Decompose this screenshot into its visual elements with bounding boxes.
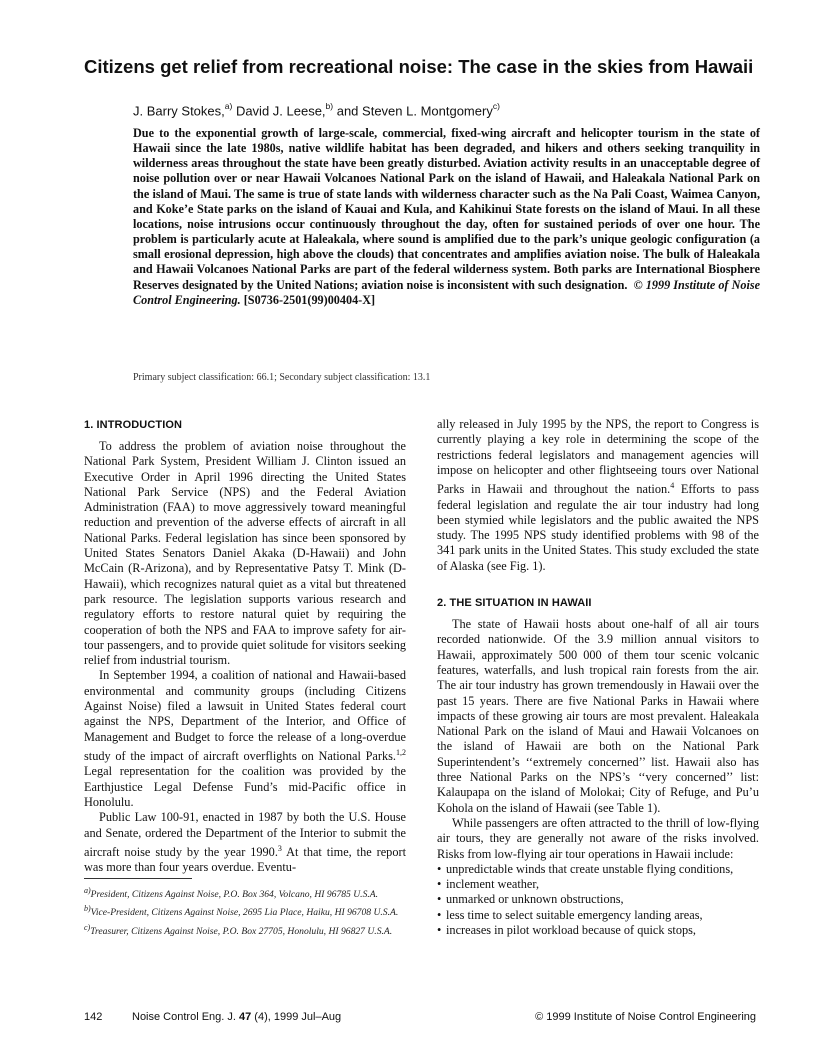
paragraph: While passengers are often attracted to the thrill of low-flying air tours, they are generally not aware of the risks involved. Risks from low-flying air tour operations in Hawaii include: — [437, 815, 759, 861]
paragraph-text: ally released in July 1995 by the NPS, the report to Congress is currently playing a key role in determining the scope of the restrictions federal legislators and management agencies will impose on helicopter and other flightseeing tours over National Parks in Hawaii and throughout the nation. — [437, 417, 759, 497]
journal-citation — [132, 1011, 341, 1023]
footnote-text: Vice-President, Citizens Against Noise, 2695 Lia Place, Haiku, HI 96708 U.S.A. — [90, 907, 399, 919]
subject-classification: Primary subject classification: 66.1; Secondary subject classification: 13.1 — [133, 372, 431, 383]
abstract-code: [S0736-2501(99)00404-X] — [243, 292, 376, 307]
author-3-affiliation-mark: c) — [492, 101, 500, 111]
right-column — [437, 417, 759, 938]
left-column — [84, 418, 406, 876]
reference-mark: 1,2 — [396, 747, 406, 757]
page-number: 142 — [84, 1011, 103, 1023]
article-title: Citizens get relief from recreational noise: The case in the skies from Hawaii — [84, 56, 754, 77]
paragraph: The state of Hawaii hosts about one-half of all air tours recorded nationwide. Of the 3.9 million annual visitors to Hawaii, approximately 500 000 of them tour scenic volcanic features, waterfalls, and lush tropical rain forests from the air. The air tour industry has grown tremendously in Hawaii over the past 15 years. There are five National Parks in Hawaii where impacts of these growing air tours are most prevalent. Haleakala National Park on the island of Maui and Hawaii Volcanoes on the island of Hawaii are both on the National Park Superintendent’s ‘‘extremely concerned’’ list. Hawaii also has three National Parks on the NPS’s ‘‘very concerned’’ list: Kalaupapa on the island of Molokai; City of Refuge, and Pu’u Kohola on the island of Hawaii (see Table 1). — [437, 617, 759, 815]
journal-issue: (4), 1999 Jul–Aug — [251, 1011, 342, 1023]
author-2-affiliation-mark: b) — [325, 101, 334, 111]
paragraph-text: Public Law 100-91, enacted in 1987 by both the U.S. House and Senate, ordered the Department of the Interior to submit the aircraft noise study by the year 1990. — [84, 810, 406, 859]
paragraph — [84, 810, 406, 875]
list-item: • inclement weather, — [437, 877, 759, 892]
author-2: David J. Leese, — [235, 103, 326, 119]
paragraph — [437, 417, 759, 574]
list-item: • unpredictable winds that create unstable flying conditions, — [437, 862, 759, 877]
risk-list — [437, 862, 759, 938]
footnote — [84, 922, 406, 938]
author-1-affiliation-mark: a) — [224, 101, 233, 111]
author-separator: and — [333, 103, 363, 119]
list-item: • less time to select suitable emergency landing areas, — [437, 908, 759, 923]
footnote-mark: c) — [84, 922, 91, 932]
paragraph-text: In September 1994, a coalition of national and Hawaii-based environmental and community groups (including Citizens Against Noise) filed a lawsuit in United States federal court against the NPS, Department of the Interior, and Office of Management and Budget to force the release of a long-overdue study of the impact of aircraft overflights on National Parks. — [84, 668, 406, 764]
abstract — [133, 126, 760, 308]
footnote — [84, 885, 406, 901]
footnote-text: Treasurer, Citizens Against Noise, P.O. Box 27705, Honolulu, HI 96827 U.S.A. — [90, 926, 393, 938]
list-item: • unmarked or unknown obstructions, — [437, 892, 759, 907]
footnote-mark: b) — [84, 904, 91, 914]
section-heading-situation-in-hawaii: 2. THE SITUATION IN HAWAII — [437, 597, 592, 610]
reference-mark: 3 — [277, 843, 282, 853]
footnote — [84, 903, 406, 919]
abstract-text: Due to the exponential growth of large-scale, commercial, fixed-wing aircraft and helicopter tourism in the state of Hawaii since the late 1980s, native wildlife habitat has been degraded, and hikers and others seeking tranquility in wilderness areas throughout the state have been greatly disturbed. Aviation activity results in an unacceptable degree of noise pollution over or near Hawaii Volcanoes National Park on the island of Hawaii, and Haleakala National Park on the island of Maui. The same is true of state lands with wilderness character such as the Na Pali Coast, Waimea Canyon, and Koke’e State parks on the island of Kauai and Kula, and Kahikinui State forests on the island of Maui. In all these locations, noise intrusions occur continuously throughout the day, often for sustained periods of over one hour. The problem is particularly acute at Haleakala, where sound is amplified due to the park’s unique geologic configuration (a small erosional depression, high above the clouds) that concentrates and amplifies aviation noise. The bulk of Haleakala and Hawaii Volcanoes National Parks are part of the federal wilderness system. Both parks are International Biosphere Reserves designated by the United Nations; aviation noise is inconsistent with such designation. — [133, 126, 760, 292]
paragraph-text: Legal representation for the coalition was provided by the Earthjustice Legal Defense Fund’s mid-Pacific office in Honolulu. — [84, 764, 406, 809]
paragraph-text: At that time, the report was more than four years overdue. Eventu- — [84, 844, 406, 875]
footnote-text: President, Citizens Against Noise, P.O. Box 364, Volcano, HI 96785 U.S.A. — [90, 889, 379, 901]
journal-volume: 47 — [239, 1011, 252, 1023]
paragraph: To address the problem of aviation noise throughout the National Park System, President William J. Clinton issued an Executive Order in April 1996 directing the United States National Park Service (NPS) and the Federal Aviation Administration (FAA) to move aggressively toward meaningful reduction and prevention of the adverse effects of aircraft in all National Parks. Federal legislation has since been sponsored by United States Senators Daniel Akaka (D-Hawaii) and John McCain (R-Arizona), and by Representative Patsy T. Mink (D-Hawaii), which recognizes natural quiet as a vital but threatened park resource. The legislation supports various research and regulatory efforts to restore natural quiet by requiring the cooperation of both the NPS and FAA to improve safety for air-tour passengers, and to provide quiet solitude for visitors seeking relief from industrial tourism. — [84, 439, 406, 668]
footnote-mark: a) — [84, 886, 91, 895]
paragraph-text: Efforts to pass federal legislation and regulate the air tour industry had long been stymied while legislators and the public awaited the NPS study. The 1995 NPS study identified problems with 98 of the 341 park units in the United States. This study excluded the state of Alaska (see Fig. 1). — [437, 482, 759, 573]
section-heading-introduction: 1. INTRODUCTION — [84, 419, 183, 431]
reference-mark: 4 — [670, 481, 675, 491]
abstract-copyright: © 1999 Institute of Noise Control Engineering. — [133, 277, 761, 307]
author-list — [133, 102, 773, 118]
list-item: • increases in pilot workload because of quick stops, — [437, 923, 759, 938]
footnotes — [84, 885, 406, 940]
section-spacer — [437, 574, 759, 596]
footer-copyright: © 1999 Institute of Noise Control Engineering — [535, 1011, 756, 1023]
paragraph — [84, 668, 406, 810]
author-1: J. Barry Stokes, — [133, 103, 225, 119]
author-3: Steven L. Montgomery — [362, 103, 493, 119]
journal-name: Noise Control Eng. J. — [132, 1011, 239, 1023]
footnote-divider — [84, 878, 192, 879]
